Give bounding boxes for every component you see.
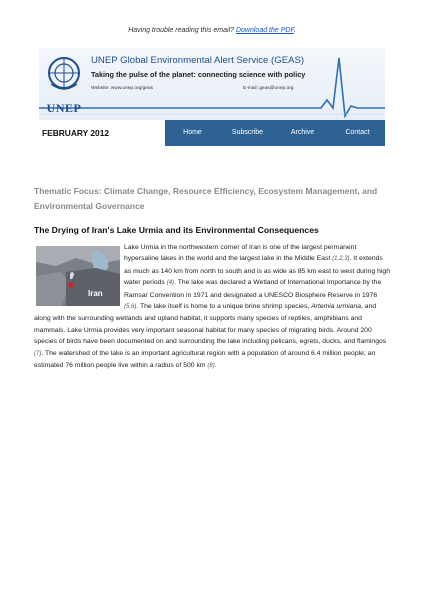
map-float-space	[34, 242, 124, 308]
nav-subscribe-link[interactable]: Subscribe	[231, 129, 264, 136]
body-text-run: Lake Urmia in the northwestern corner of Iran is one of the largest permanent hypersaline lakes in the world and the largest lake in the Middle East	[124, 244, 357, 263]
banner-title: UNEP Global Environmental Alert Service (GEAS)	[91, 55, 305, 66]
issue-date: FEBRUARY 2012	[39, 120, 165, 146]
unep-logo-text: UNEP	[46, 101, 82, 115]
body-text-run: . The lake was declared a Wetland of International Importance by the Ramsar Convention in 1971 and designated a UNESCO Biosphere Reserve in 1976	[124, 279, 382, 299]
unep-logo	[43, 54, 85, 114]
article-title: The Drying of Iran's Lake Urmia and its Environmental Consequences	[34, 225, 319, 235]
species-name: Artemia urmiana	[311, 303, 362, 311]
body-text-run: , and along with the surrounding wetlands and upland habitat, it supports many species of reptiles, amphibians and mammals. Lake Urmia provides very important seasonal habitat for many species of migrating birds. Around 200 species of birds have been documented on and surrounding the lake including pelicans, egrets, ducks, and flamingos	[34, 303, 387, 346]
citation-ref: (8)	[207, 363, 215, 370]
map-label-iran: Iran	[88, 289, 103, 298]
banner-tagline: Taking the pulse of the planet: connecting science with policy	[91, 70, 306, 79]
citation-ref: (5,6)	[124, 304, 137, 311]
nav-links	[165, 120, 385, 146]
banner-email[interactable]: E-mail: geas@unep.org	[243, 86, 294, 91]
nav-contact-link[interactable]: Contact	[345, 129, 370, 136]
article-body	[34, 242, 390, 372]
thematic-focus: Thematic Focus: Climate Change, Resource Efficiency, Ecosystem Management, and Environmental Governance	[34, 186, 378, 211]
body-text-run: . The lake itself is home to a unique brine shrimp species,	[136, 303, 312, 311]
trouble-reading-note: Having trouble reading this email? Download the PDF.	[128, 27, 296, 34]
citation-ref: (4)	[166, 280, 175, 287]
banner-website[interactable]: Website: www.unep.org/geas	[91, 86, 154, 91]
body-text-run: . It extends as much as 140 km from north to south and is as wide as 85 km east to west during high water periods	[124, 255, 390, 287]
body-text-run: .	[214, 362, 217, 370]
citation-ref: (1,2,3)	[332, 256, 350, 263]
trouble-reading-text: Having trouble reading this email?	[128, 27, 236, 34]
nav-archive-link[interactable]: Archive	[290, 129, 315, 136]
nav-bar	[39, 120, 385, 146]
body-text-run: . The watershed of the lake is an important agricultural region with a population of around 6.4 million people; an estimated 76 million people live within a radius of 500 km	[34, 349, 376, 370]
citation-ref: (7)	[34, 350, 42, 357]
geas-banner	[39, 48, 385, 120]
nav-home-link[interactable]: Home	[183, 129, 202, 136]
download-pdf-link[interactable]: Download the PDF	[235, 27, 294, 34]
un-emblem-icon	[43, 54, 85, 96]
